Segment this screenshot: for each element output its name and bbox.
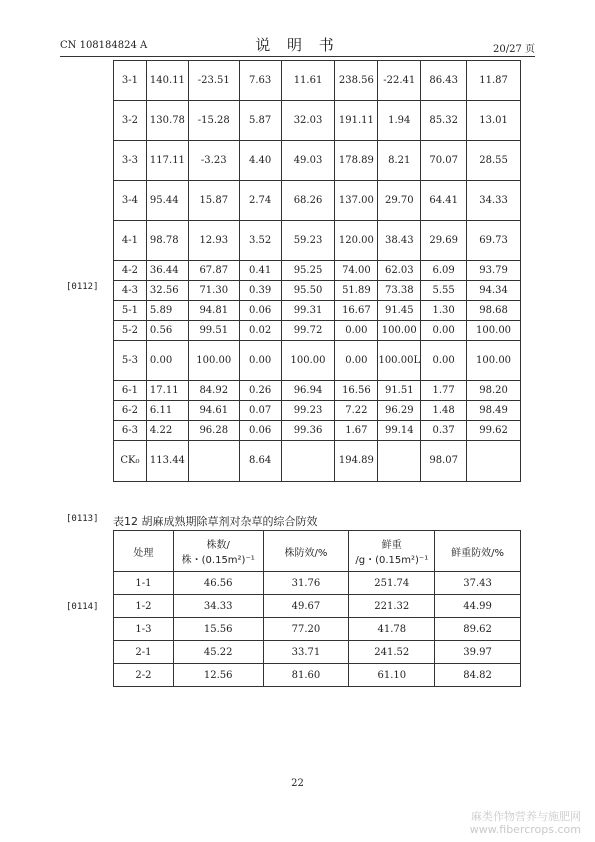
table-row bbox=[114, 101, 521, 141]
efficacy-table-continued bbox=[113, 60, 521, 482]
value-cell: 99.14 bbox=[378, 421, 421, 441]
paragraph-marker-0113: [0113] bbox=[66, 514, 99, 524]
value-cell: 84.82 bbox=[435, 664, 521, 687]
value-cell: 32.03 bbox=[281, 101, 335, 141]
treatment-code-cell: 3-4 bbox=[114, 181, 147, 221]
treatment-code-cell: 3-1 bbox=[114, 61, 147, 101]
value-cell: 137.00 bbox=[335, 181, 378, 221]
value-cell: 100.00 bbox=[467, 341, 521, 381]
value-cell: 15.56 bbox=[173, 618, 263, 641]
treatment-code-cell: 1-2 bbox=[114, 595, 174, 618]
value-cell: 0.39 bbox=[239, 281, 281, 301]
column-header: 株数/ 株・(0.15m²)⁻¹ bbox=[173, 531, 263, 572]
document-title: 说 明 书 bbox=[255, 36, 340, 54]
value-cell bbox=[378, 441, 421, 482]
value-cell: 0.02 bbox=[239, 321, 281, 341]
value-cell: 86.43 bbox=[421, 61, 467, 101]
table-row bbox=[114, 141, 521, 181]
value-cell: 5.55 bbox=[421, 281, 467, 301]
treatment-code-cell: CK₀ bbox=[114, 441, 147, 482]
value-cell: 61.10 bbox=[349, 664, 435, 687]
treatment-code-cell: 3-3 bbox=[114, 141, 147, 181]
value-cell: 0.00 bbox=[146, 341, 188, 381]
value-cell: 98.78 bbox=[146, 221, 188, 261]
treatment-code-cell: 2-2 bbox=[114, 664, 174, 687]
treatment-code-cell: 1-3 bbox=[114, 618, 174, 641]
value-cell: 1.94 bbox=[378, 101, 421, 141]
value-cell: 0.00 bbox=[421, 341, 467, 381]
value-cell: 93.79 bbox=[467, 261, 521, 281]
value-cell: 178.89 bbox=[335, 141, 378, 181]
value-cell: 96.94 bbox=[281, 381, 335, 401]
value-cell: 0.06 bbox=[239, 301, 281, 321]
value-cell: 17.11 bbox=[146, 381, 188, 401]
value-cell: 32.56 bbox=[146, 281, 188, 301]
value-cell: -22.41 bbox=[378, 61, 421, 101]
treatment-code-cell: 2-1 bbox=[114, 641, 174, 664]
value-cell: 0.00 bbox=[239, 341, 281, 381]
value-cell: 15.87 bbox=[188, 181, 239, 221]
table-row bbox=[114, 261, 521, 281]
value-cell: 100.00L bbox=[378, 341, 421, 381]
value-cell: 84.92 bbox=[188, 381, 239, 401]
value-cell: 6.09 bbox=[421, 261, 467, 281]
treatment-code-cell: 4-2 bbox=[114, 261, 147, 281]
value-cell: 94.61 bbox=[188, 401, 239, 421]
table-row bbox=[114, 61, 521, 101]
table-row bbox=[114, 618, 521, 641]
value-cell: 0.26 bbox=[239, 381, 281, 401]
value-cell: 41.78 bbox=[349, 618, 435, 641]
value-cell: 39.97 bbox=[435, 641, 521, 664]
value-cell: 1.48 bbox=[421, 401, 467, 421]
value-cell: 0.07 bbox=[239, 401, 281, 421]
value-cell: 99.23 bbox=[281, 401, 335, 421]
treatment-code-cell: 4-3 bbox=[114, 281, 147, 301]
value-cell: 100.00 bbox=[281, 341, 335, 381]
table-row bbox=[114, 341, 521, 381]
value-cell: 62.03 bbox=[378, 261, 421, 281]
treatment-code-cell: 5-2 bbox=[114, 321, 147, 341]
value-cell: -3.23 bbox=[188, 141, 239, 181]
value-cell: 98.49 bbox=[467, 401, 521, 421]
table-row bbox=[114, 381, 521, 401]
value-cell: 99.31 bbox=[281, 301, 335, 321]
value-cell: 99.36 bbox=[281, 421, 335, 441]
value-cell: 89.62 bbox=[435, 618, 521, 641]
table-row bbox=[114, 641, 521, 664]
value-cell: 221.32 bbox=[349, 595, 435, 618]
value-cell: 241.52 bbox=[349, 641, 435, 664]
treatment-code-cell: 3-2 bbox=[114, 101, 147, 141]
value-cell: 8.21 bbox=[378, 141, 421, 181]
value-cell: 12.56 bbox=[173, 664, 263, 687]
table-row bbox=[114, 664, 521, 687]
value-cell: 95.50 bbox=[281, 281, 335, 301]
value-cell: 16.56 bbox=[335, 381, 378, 401]
column-header: 鲜重防效/% bbox=[435, 531, 521, 572]
table-row bbox=[114, 321, 521, 341]
value-cell: 7.22 bbox=[335, 401, 378, 421]
value-cell: 16.67 bbox=[335, 301, 378, 321]
value-cell: 37.43 bbox=[435, 572, 521, 595]
value-cell: 5.89 bbox=[146, 301, 188, 321]
value-cell: 33.71 bbox=[263, 641, 349, 664]
value-cell: 113.44 bbox=[146, 441, 188, 482]
value-cell: 120.00 bbox=[335, 221, 378, 261]
value-cell: 38.43 bbox=[378, 221, 421, 261]
table-row bbox=[114, 441, 521, 482]
page-indicator: 20/27 页 bbox=[493, 44, 535, 55]
value-cell: 130.78 bbox=[146, 101, 188, 141]
value-cell: 4.22 bbox=[146, 421, 188, 441]
paragraph-marker-0114: [0114] bbox=[66, 602, 99, 612]
table-row bbox=[114, 301, 521, 321]
value-cell: 99.62 bbox=[467, 421, 521, 441]
value-cell: 94.34 bbox=[467, 281, 521, 301]
value-cell bbox=[467, 441, 521, 482]
value-cell: 29.69 bbox=[421, 221, 467, 261]
value-cell: 5.87 bbox=[239, 101, 281, 141]
treatment-code-cell: 5-3 bbox=[114, 341, 147, 381]
value-cell: 77.20 bbox=[263, 618, 349, 641]
value-cell: 3.52 bbox=[239, 221, 281, 261]
table-row bbox=[114, 221, 521, 261]
value-cell: 13.01 bbox=[467, 101, 521, 141]
value-cell: 0.00 bbox=[335, 341, 378, 381]
value-cell: 95.25 bbox=[281, 261, 335, 281]
value-cell: -15.28 bbox=[188, 101, 239, 141]
table-row bbox=[114, 595, 521, 618]
value-cell: 96.28 bbox=[188, 421, 239, 441]
page-number: 22 bbox=[291, 778, 304, 789]
column-header: 株防效/% bbox=[263, 531, 349, 572]
value-cell: 49.03 bbox=[281, 141, 335, 181]
treatment-code-cell: 6-3 bbox=[114, 421, 147, 441]
watermark-text: 麻类作物营养与施肥网 bbox=[471, 810, 581, 823]
treatment-code-cell: 1-1 bbox=[114, 572, 174, 595]
value-cell: 31.76 bbox=[263, 572, 349, 595]
value-cell: 238.56 bbox=[335, 61, 378, 101]
watermark-url: www.fibercrops.com bbox=[469, 823, 581, 836]
value-cell: 68.26 bbox=[281, 181, 335, 221]
value-cell: 0.41 bbox=[239, 261, 281, 281]
value-cell: 191.11 bbox=[335, 101, 378, 141]
value-cell: 6.11 bbox=[146, 401, 188, 421]
value-cell: 11.61 bbox=[281, 61, 335, 101]
value-cell: 34.33 bbox=[467, 181, 521, 221]
value-cell: 46.56 bbox=[173, 572, 263, 595]
value-cell: 0.56 bbox=[146, 321, 188, 341]
column-header: 鲜重 /g・(0.15m²)⁻¹ bbox=[349, 531, 435, 572]
value-cell: 45.22 bbox=[173, 641, 263, 664]
value-cell bbox=[281, 441, 335, 482]
table-row bbox=[114, 281, 521, 301]
value-cell: 44.99 bbox=[435, 595, 521, 618]
treatment-code-cell: 4-1 bbox=[114, 221, 147, 261]
header-divider bbox=[60, 56, 535, 57]
value-cell: 34.33 bbox=[173, 595, 263, 618]
value-cell: 59.23 bbox=[281, 221, 335, 261]
value-cell: 4.40 bbox=[239, 141, 281, 181]
treatment-code-cell: 6-1 bbox=[114, 381, 147, 401]
value-cell: 95.44 bbox=[146, 181, 188, 221]
table-row bbox=[114, 401, 521, 421]
patent-number: CN 108184824 A bbox=[60, 40, 148, 51]
value-cell: 91.45 bbox=[378, 301, 421, 321]
value-cell: 11.87 bbox=[467, 61, 521, 101]
value-cell: 28.55 bbox=[467, 141, 521, 181]
value-cell: 69.73 bbox=[467, 221, 521, 261]
value-cell: 96.29 bbox=[378, 401, 421, 421]
value-cell: 251.74 bbox=[349, 572, 435, 595]
value-cell: 29.70 bbox=[378, 181, 421, 221]
value-cell: 194.89 bbox=[335, 441, 378, 482]
value-cell bbox=[188, 441, 239, 482]
table-row bbox=[114, 421, 521, 441]
table-row bbox=[114, 181, 521, 221]
value-cell: 100.00 bbox=[188, 341, 239, 381]
value-cell: 100.00 bbox=[467, 321, 521, 341]
treatment-code-cell: 5-1 bbox=[114, 301, 147, 321]
value-cell: 1.30 bbox=[421, 301, 467, 321]
value-cell: 12.93 bbox=[188, 221, 239, 261]
value-cell: 100.00 bbox=[378, 321, 421, 341]
value-cell: 71.30 bbox=[188, 281, 239, 301]
paragraph-marker-0112: [0112] bbox=[66, 282, 99, 292]
table-caption: 表12 胡麻成熟期除草剂对杂草的综合防效 bbox=[113, 515, 318, 528]
value-cell: 2.74 bbox=[239, 181, 281, 221]
value-cell: 1.67 bbox=[335, 421, 378, 441]
treatment-code-cell: 6-2 bbox=[114, 401, 147, 421]
table-row bbox=[114, 572, 521, 595]
value-cell: 99.51 bbox=[188, 321, 239, 341]
value-cell: 0.06 bbox=[239, 421, 281, 441]
value-cell: 1.77 bbox=[421, 381, 467, 401]
value-cell: 98.20 bbox=[467, 381, 521, 401]
value-cell: 73.38 bbox=[378, 281, 421, 301]
comprehensive-control-table bbox=[113, 530, 521, 687]
value-cell: 85.32 bbox=[421, 101, 467, 141]
value-cell: 0.00 bbox=[421, 321, 467, 341]
value-cell: 67.87 bbox=[188, 261, 239, 281]
value-cell: -23.51 bbox=[188, 61, 239, 101]
value-cell: 0.37 bbox=[421, 421, 467, 441]
value-cell: 49.67 bbox=[263, 595, 349, 618]
value-cell: 51.89 bbox=[335, 281, 378, 301]
value-cell: 140.11 bbox=[146, 61, 188, 101]
value-cell: 0.00 bbox=[335, 321, 378, 341]
value-cell: 70.07 bbox=[421, 141, 467, 181]
value-cell: 7.63 bbox=[239, 61, 281, 101]
value-cell: 74.00 bbox=[335, 261, 378, 281]
value-cell: 64.41 bbox=[421, 181, 467, 221]
column-header: 处理 bbox=[114, 531, 174, 572]
value-cell: 8.64 bbox=[239, 441, 281, 482]
value-cell: 81.60 bbox=[263, 664, 349, 687]
value-cell: 98.68 bbox=[467, 301, 521, 321]
value-cell: 117.11 bbox=[146, 141, 188, 181]
value-cell: 91.51 bbox=[378, 381, 421, 401]
value-cell: 94.81 bbox=[188, 301, 239, 321]
value-cell: 36.44 bbox=[146, 261, 188, 281]
value-cell: 99.72 bbox=[281, 321, 335, 341]
value-cell: 98.07 bbox=[421, 441, 467, 482]
